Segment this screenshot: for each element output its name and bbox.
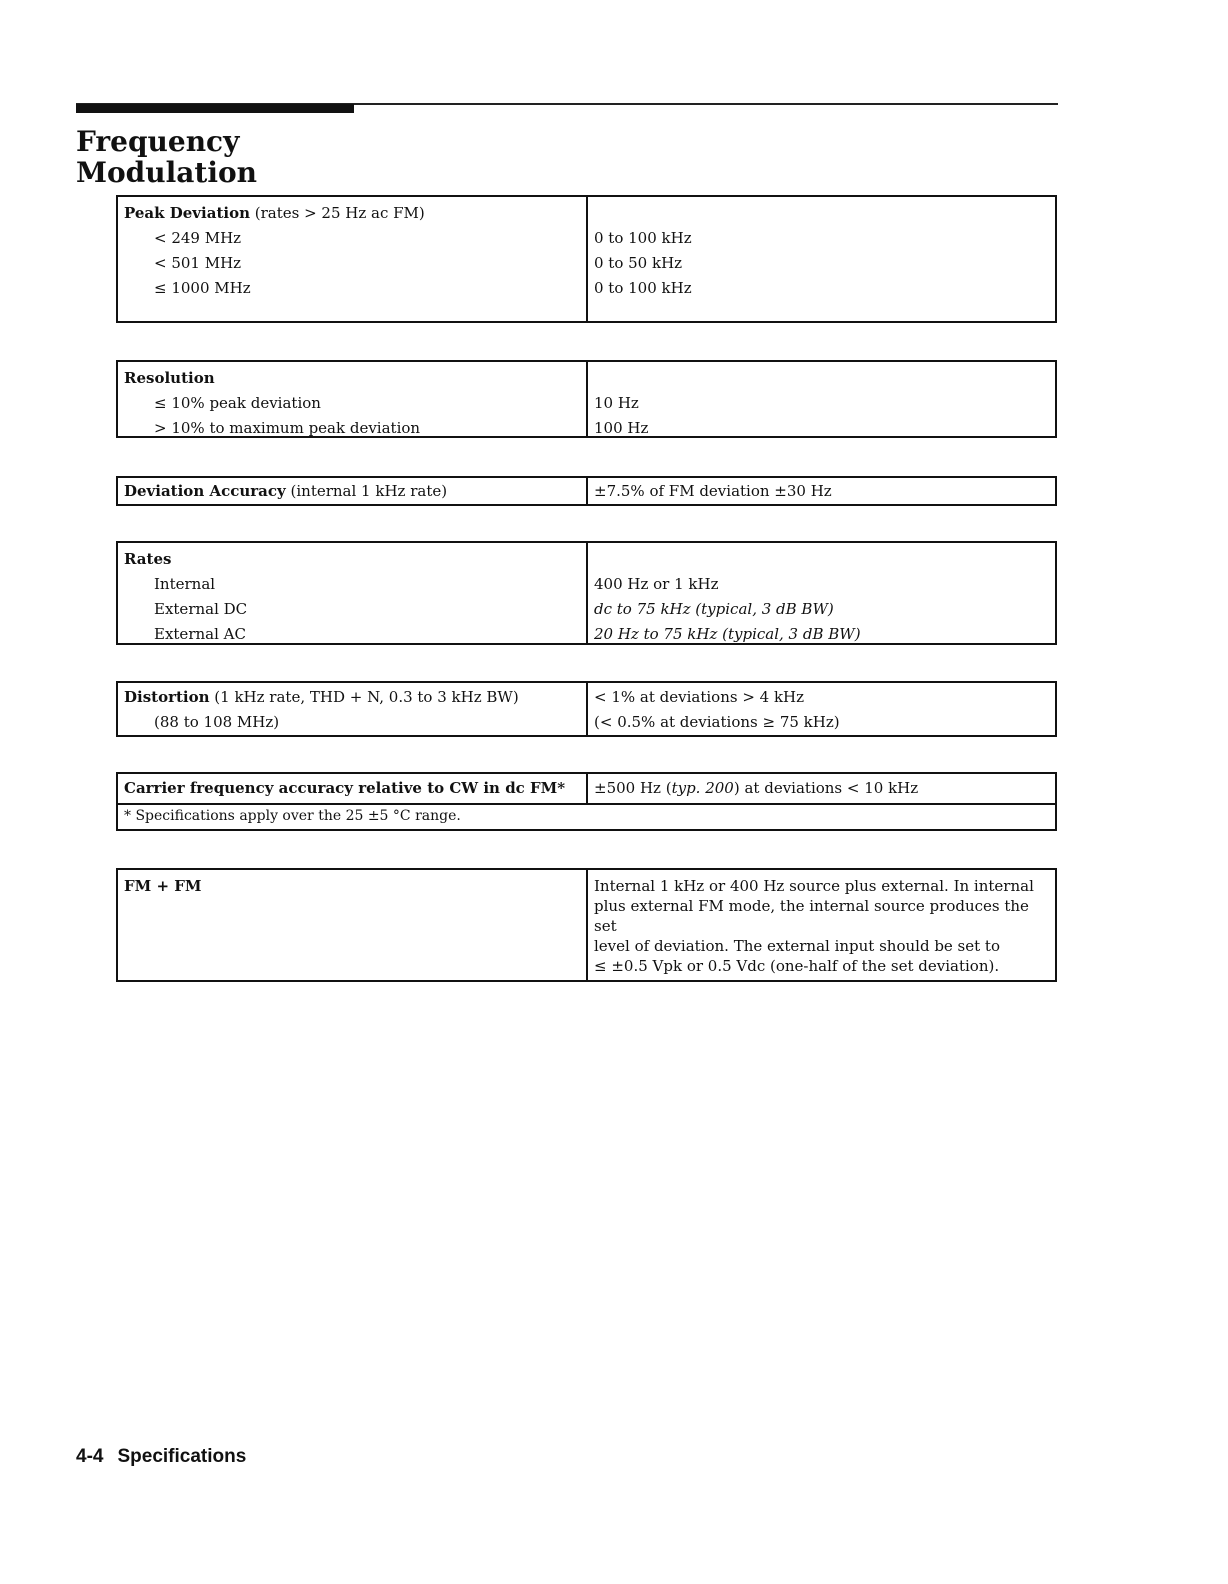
- carrier-accuracy-table: [116, 772, 1057, 831]
- section-name: Specifications: [117, 1446, 247, 1467]
- peak-deviation-label: Peak Deviation: [124, 204, 250, 222]
- resolution-condition: > 10% to maximum peak deviation: [154, 419, 421, 437]
- peak-deviation-value: 0 to 100 kHz: [594, 279, 692, 297]
- fm-fm-description-line: Internal 1 kHz or 400 Hz source plus external. In internal: [594, 877, 1034, 895]
- rate-name: External DC: [154, 600, 248, 618]
- resolution-table: [116, 360, 1057, 438]
- footnote: * Specifications apply over the 25 ±5 °C range.: [124, 808, 461, 824]
- deviation-accuracy-value: ±7.5% of FM deviation ±30 Hz: [594, 482, 832, 500]
- fm-fm-table: [116, 868, 1057, 982]
- peak-deviation-table: Peak Deviation (rates > 25 Hz ac FM) < 249 MHz < 501 MHz ≤ 1000 MHz 0 to 100 kHz 0 to 50 kHz 0 to 100 kHz: [116, 195, 1057, 323]
- carrier-accuracy-label: Carrier frequency accuracy relative to CW in dc FM*: [124, 779, 566, 797]
- distortion-value: (< 0.5% at deviations ≥ 75 kHz): [594, 713, 840, 731]
- carrier-accuracy-value: ±500 Hz (typ. 200) at deviations < 10 kHz: [594, 779, 919, 797]
- rates-table: [116, 541, 1057, 645]
- distortion-label: Distortion: [124, 688, 210, 706]
- rate-name: External AC: [154, 625, 246, 643]
- peak-deviation-freq: < 249 MHz: [154, 229, 242, 247]
- distortion-value: < 1% at deviations > 4 kHz: [594, 688, 805, 706]
- rates-label: Rates: [124, 550, 172, 568]
- fm-fm-description-line: ≤ ±0.5 Vpk or 0.5 Vdc (one-half of the set deviation).: [594, 957, 1000, 975]
- rate-value: 400 Hz or 1 kHz: [594, 575, 719, 593]
- rate-value: dc to 75 kHz (typical, 3 dB BW): [594, 600, 834, 618]
- deviation-accuracy-label: Deviation Accuracy: [124, 482, 286, 500]
- deviation-accuracy-table: Deviation Accuracy (internal 1 kHz rate) ±7.5% of FM deviation ±30 Hz: [116, 476, 1057, 506]
- peak-deviation-value: 0 to 50 kHz: [594, 254, 683, 272]
- rate-name: Internal: [154, 575, 216, 593]
- peak-deviation-value: 0 to 100 kHz: [594, 229, 692, 247]
- resolution-condition: ≤ 10% peak deviation: [154, 394, 321, 412]
- rate-value: 20 Hz to 75 kHz (typical, 3 dB BW): [594, 625, 861, 643]
- page-title: Frequency Modulation: [76, 125, 257, 189]
- peak-deviation-freq: ≤ 1000 MHz: [154, 279, 251, 297]
- fm-fm-label: FM + FM: [124, 877, 202, 895]
- resolution-value: 100 Hz: [594, 419, 649, 437]
- distortion-band: (88 to 108 MHz): [154, 713, 280, 731]
- fm-fm-description-line: plus external FM mode, the internal source produces the set: [594, 897, 1029, 935]
- resolution-value: 10 Hz: [594, 394, 639, 412]
- page-number: 4-4: [76, 1446, 104, 1467]
- distortion-table: Distortion (1 kHz rate, THD + N, 0.3 to 3 kHz BW) (88 to 108 MHz) < 1% at deviations > 4 kHz (< 0.5% at deviations ≥ 75 kHz): [116, 681, 1057, 737]
- header-rule-bar: [76, 104, 354, 113]
- peak-deviation-freq: < 501 MHz: [154, 254, 242, 272]
- fm-fm-description-line: level of deviation. The external input should be set to: [594, 937, 1000, 955]
- resolution-label: Resolution: [124, 369, 215, 387]
- page-footer: [76, 1446, 246, 1468]
